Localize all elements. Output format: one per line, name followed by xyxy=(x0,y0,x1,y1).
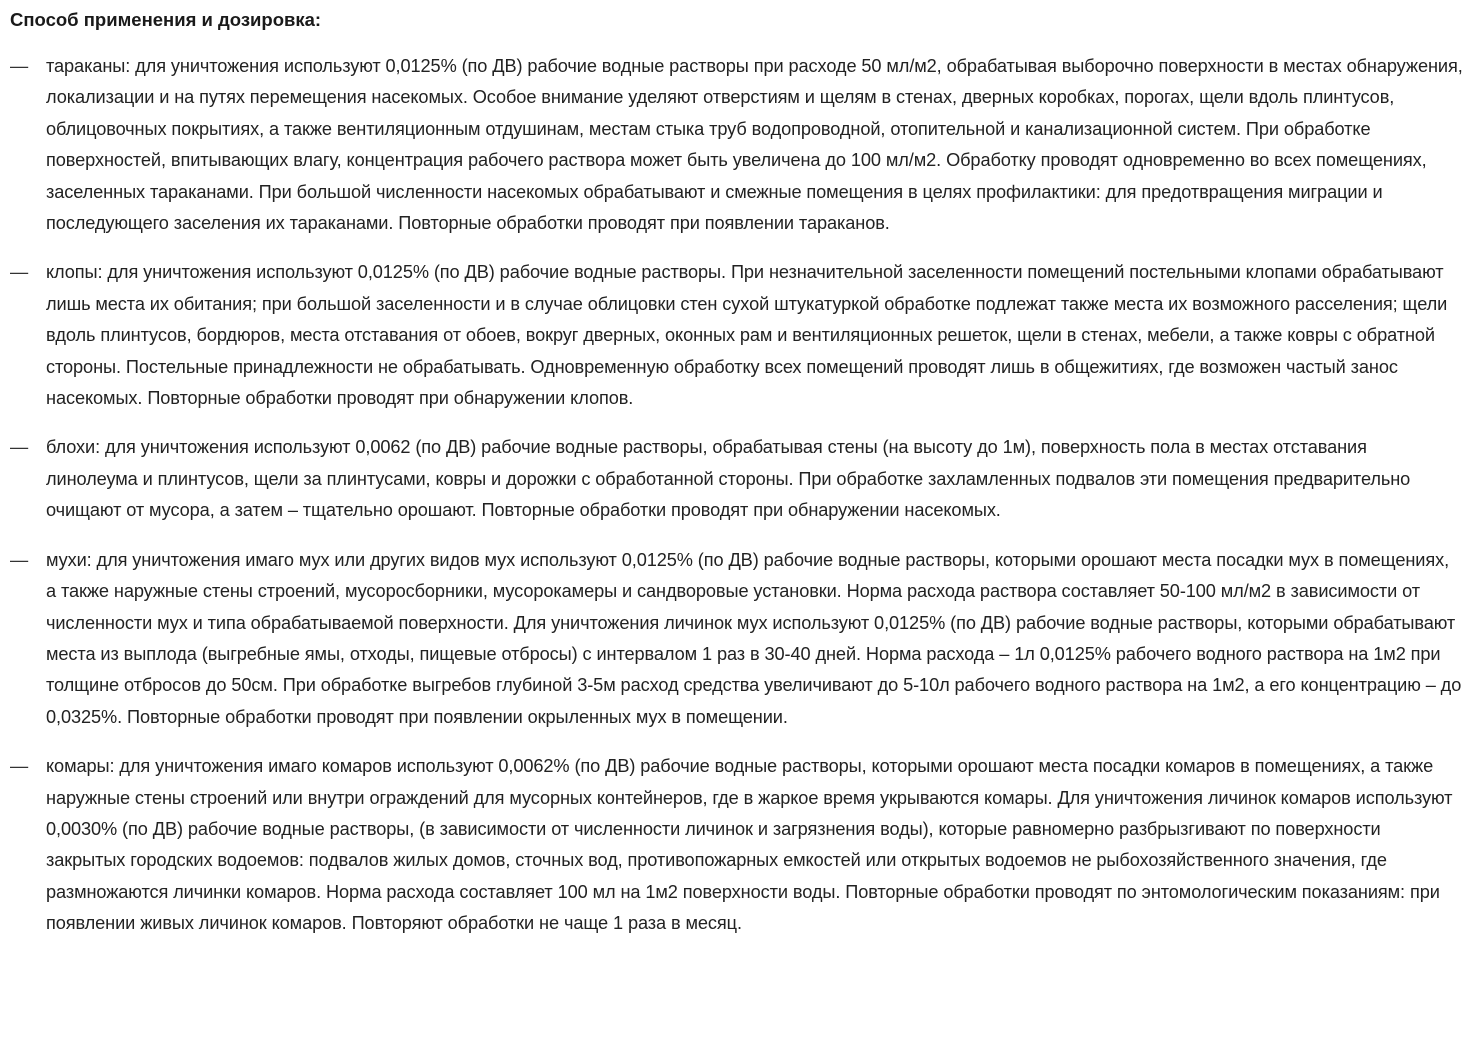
list-dash: — xyxy=(10,262,29,283)
list-item-cockroaches xyxy=(10,51,1463,239)
list-item-flies xyxy=(10,545,1463,733)
list-item-text: клопы: для уничтожения используют 0,0125% (по ДВ) рабочие водные растворы. При незначительной заселенности помещений постельными клопами обрабатывают лишь места их обитания; при большой заселенности и в случае облицовки стен сухой штукатуркой обработке подлежат также места их возможного расселения; щели вдоль плинтусов, бордюров, места отставания от обоев, вокруг дверных, оконных рам и вентиляционных решеток, щели в стенах, мебели, а также ковры с обратной стороны. Постельные принадлежности не обрабатывать. Одновременную обработку всех помещений проводят лишь в общежитиях, где возможен частый занос насекомых. Повторные обработки проводят при обнаружении клопов. xyxy=(46,262,1448,409)
list-item-mosquitoes xyxy=(10,751,1463,939)
list-item-bedbugs xyxy=(10,257,1463,414)
list-dash: — xyxy=(10,756,29,777)
list-item-text: блохи: для уничтожения используют 0,0062 (по ДВ) рабочие водные растворы, обрабатывая стены (на высоту до 1м), поверхность пола в местах отставания линолеума и плинтусов, щели за плинтусами, ковры и дорожки с обработанной стороны. При обработке захламленных подвалов эти помещения предварительно очищают от мусора, а затем – тщательно орошают. Повторные обработки проводят при обнаружении насекомых. xyxy=(46,437,1411,521)
list-item-fleas xyxy=(10,432,1463,526)
section-heading: Способ применения и дозировка: xyxy=(10,9,322,30)
list-dash: — xyxy=(10,549,29,570)
list-dash: — xyxy=(10,56,29,76)
list-item-text: мухи: для уничтожения имаго мух или других видов мух используют 0,0125% (по ДВ) рабочие водные растворы, которыми орошают места посадки мух в помещениях, а также наружные стены строений, мусоросборники, мусорокамеры и сандворовые установки. Норма расхода раствора составляет 50-100 мл/м2 в зависимости от численности мух и типа обрабатываемой поверхности. Для уничтожения личинок мух используют 0,0125% (по ДВ) рабочие водные растворы, которыми обрабатывают места из выплода (выгребные ямы, отходы, пищевые отбросы) с интервалом 1 раз в 30-40 дней. Норма расхода – 1л 0,0125% рабочего водного раствора на 1м2 при толщине отбросов до 50см. При обработке выгребов глубиной 3-5м расход средства увеличивают до 5-10л рабочего водного раствора на 1м2, а его концентрацию – до 0,0325%. Повторные обработки проводят при появлении окрыленных мух в помещении. xyxy=(46,549,1462,727)
list-item-text: комары: для уничтожения имаго комаров используют 0,0062% (по ДВ) рабочие водные растворы, которыми орошают места посадки комаров в помещениях, а также наружные стены строений или внутри ограждений для мусорных контейнеров, где в жаркое время укрываются комары. Для уничтожения личинок комаров используют 0,0030% (по ДВ) рабочие водные растворы, (в зависимости от численности личинок и загрязнения воды), которые равномерно разбрызгивают по поверхности закрытых городских водоемов: подвалов жилых домов, сточных вод, противопожарных емкостей или открытых водоемов не рыбохозяйственного значения, где размножаются личинки комаров. Норма расхода составляет 100 мл на 1м2 поверхности воды. Повторные обработки проводят по энтомологическим показаниям: при появлении живых личинок комаров. Повторяют обработки не чаще 1 раза в месяц. xyxy=(46,756,1453,934)
list-dash: — xyxy=(10,437,29,458)
list-item-text: тараканы: для уничтожения используют 0,0125% (по ДВ) рабочие водные растворы при расходе 50 мл/м2, обрабатывая выборочно поверхности в местах обнаружения, локализации и на путях перемещения насекомых. Особое внимание уделяют отверстиям и щелям в стенах, дверных коробках, порогах, щели вдоль плинтусов, облицовочных покрытиях, а также вентиляционным отдушинам, местам стыка труб водопроводной, отопительной и канализационной систем. При обработке поверхностей, впитывающих влагу, концентрация рабочего раствора может быть увеличена до 100 мл/м2. Обработку проводят одновременно во всех помещениях, заселенных тараканами. При большой численности насекомых обрабатывают и смежные помещения в целях профилактики: для предотвращения миграции и последующего заселения их тараканами. Повторные обработки проводят при появлении тараканов. xyxy=(46,56,1463,234)
dosage-list xyxy=(10,51,1463,940)
